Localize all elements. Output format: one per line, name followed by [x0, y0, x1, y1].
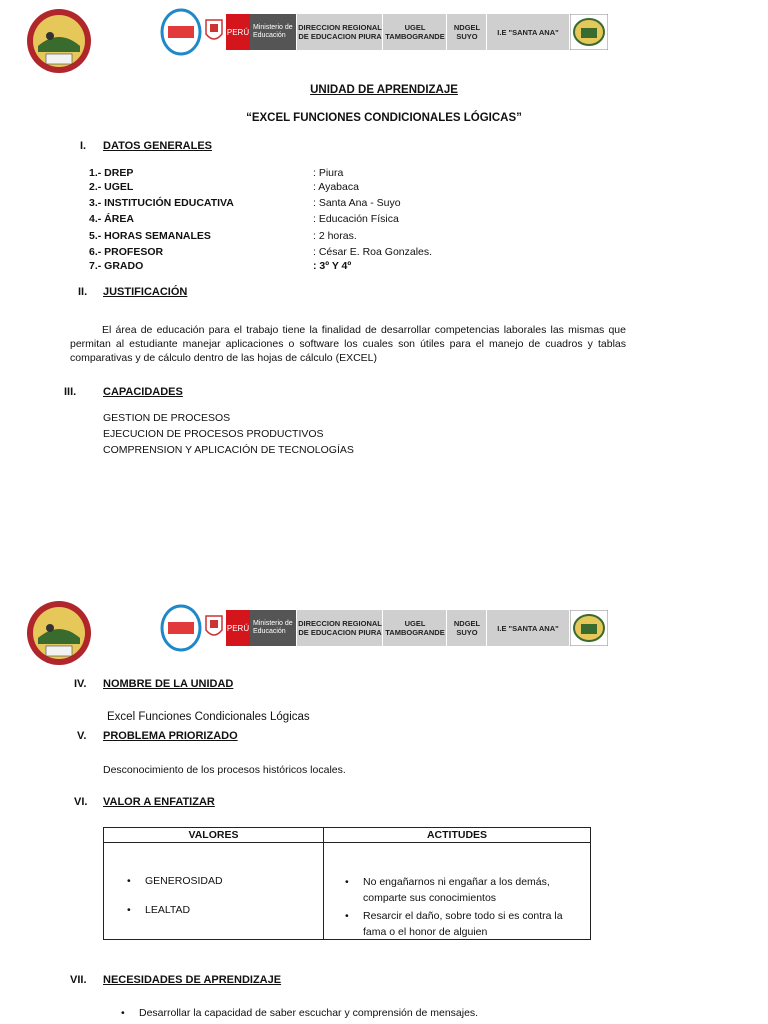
section-number: I. [80, 140, 87, 152]
ie-emblem-icon [570, 610, 608, 646]
ie-label: I.E "SANTA ANA" [486, 610, 569, 646]
ndgel-label: NDGEL SUYO [446, 14, 487, 50]
peru-shield-icon [204, 612, 224, 642]
dato-label: 7.- GRADO [89, 260, 144, 272]
nombre-unidad-text: Excel Funciones Condicionales Lógicas [107, 711, 310, 723]
document-title: UNIDAD DE APRENDIZAJE [310, 84, 458, 96]
ie-label: I.E "SANTA ANA" [486, 14, 569, 50]
school-emblem-icon [26, 8, 92, 74]
section-heading: NOMBRE DE LA UNIDAD [103, 678, 234, 690]
dato-value: : 3º Y 4º [313, 260, 352, 272]
valores-cell [104, 843, 324, 940]
dato-label: 3.- INSTITUCIÓN EDUCATIVA [89, 197, 234, 209]
table-header-actitudes: ACTITUDES [324, 828, 591, 843]
section-number: V. [77, 730, 87, 742]
section-heading: DATOS GENERALES [103, 140, 212, 152]
dato-value: : 2 horas. [313, 230, 357, 242]
campaign-logo-icon [160, 604, 202, 652]
capacidad-item: COMPRENSION Y APLICACIÓN DE TECNOLOGÍAS [103, 444, 354, 456]
section-number: IV. [74, 678, 87, 690]
section-number: III. [64, 386, 77, 398]
actitud-item: • No engañarnos ni engañar a los demás, comparte sus conocimientos [363, 874, 563, 906]
page-header [0, 596, 768, 676]
dato-label: 2.- UGEL [89, 181, 134, 193]
problema-text: Desconocimiento de los procesos históricos locales. [103, 764, 346, 776]
actitudes-cell [324, 843, 591, 940]
section-heading: PROBLEMA PRIORIZADO [103, 730, 238, 742]
valor-item: • GENEROSIDAD [145, 873, 223, 889]
valor-item: • LEALTAD [145, 902, 190, 918]
school-emblem-icon [26, 600, 92, 666]
dato-value: : Piura [313, 167, 344, 179]
peru-shield-icon [204, 16, 224, 46]
section-heading: VALOR A ENFATIZAR [103, 796, 215, 808]
table-header-valores: VALORES [104, 828, 324, 843]
ugel-label: UGEL TAMBOGRANDE [382, 14, 447, 50]
dato-label: 6.- PROFESOR [89, 246, 164, 258]
capacidad-item: GESTION DE PROCESOS [103, 412, 231, 424]
campaign-logo-icon [160, 8, 202, 56]
section-heading: NECESIDADES DE APRENDIZAJE [103, 974, 282, 986]
peru-label: PERÚ [226, 610, 250, 646]
dato-value: : Educación Física [313, 213, 399, 225]
section-number: VI. [74, 796, 88, 808]
ministerio-label: Ministerio de Educación [250, 14, 296, 50]
page-header [0, 0, 768, 80]
valores-table [103, 827, 591, 940]
section-number: VII. [70, 974, 87, 986]
section-heading: CAPACIDADES [103, 386, 183, 398]
ie-emblem-icon [570, 14, 608, 50]
section-heading: JUSTIFICACIÓN [103, 286, 188, 298]
drep-label: DIRECCION REGIONAL DE EDUCACION PIURA [296, 610, 383, 646]
dato-value: : Santa Ana - Suyo [313, 197, 401, 209]
dato-label: 4.- ÁREA [89, 213, 134, 225]
institutional-banner [160, 14, 608, 50]
drep-label: DIRECCION REGIONAL DE EDUCACION PIURA [296, 14, 383, 50]
ndgel-label: NDGEL SUYO [446, 610, 487, 646]
peru-label: PERÚ [226, 14, 250, 50]
ugel-label: UGEL TAMBOGRANDE [382, 610, 447, 646]
unit-title: “EXCEL FUNCIONES CONDICIONALES LÓGICAS” [246, 112, 522, 124]
ministerio-label: Ministerio de Educación [250, 610, 296, 646]
dato-label: 1.- DREP [89, 167, 134, 179]
dato-label: 5.- HORAS SEMANALES [89, 230, 211, 242]
dato-value: : César E. Roa Gonzales. [313, 246, 433, 258]
section-number: II. [78, 286, 88, 298]
institutional-banner [160, 610, 608, 646]
necesidad-item: • Desarrollar la capacidad de saber escuchar y comprensión de mensajes. [139, 1005, 478, 1021]
actitud-item: • Resarcir el daño, sobre todo si es contra la fama o el honor de alguien [363, 908, 573, 940]
capacidad-item: EJECUCION DE PROCESOS PRODUCTIVOS [103, 428, 324, 440]
dato-value: : Ayabaca [313, 181, 359, 193]
justificacion-paragraph: El área de educación para el trabajo tiene la finalidad de desarrollar competencias laborales las mismas que permitan al estudiante manejar aplicaciones o software los cuales son útiles para el manejo de cuadros y tablas comparativas y de cálculo dentro de las hojas de cálculo (EXCEL) [70, 324, 626, 364]
